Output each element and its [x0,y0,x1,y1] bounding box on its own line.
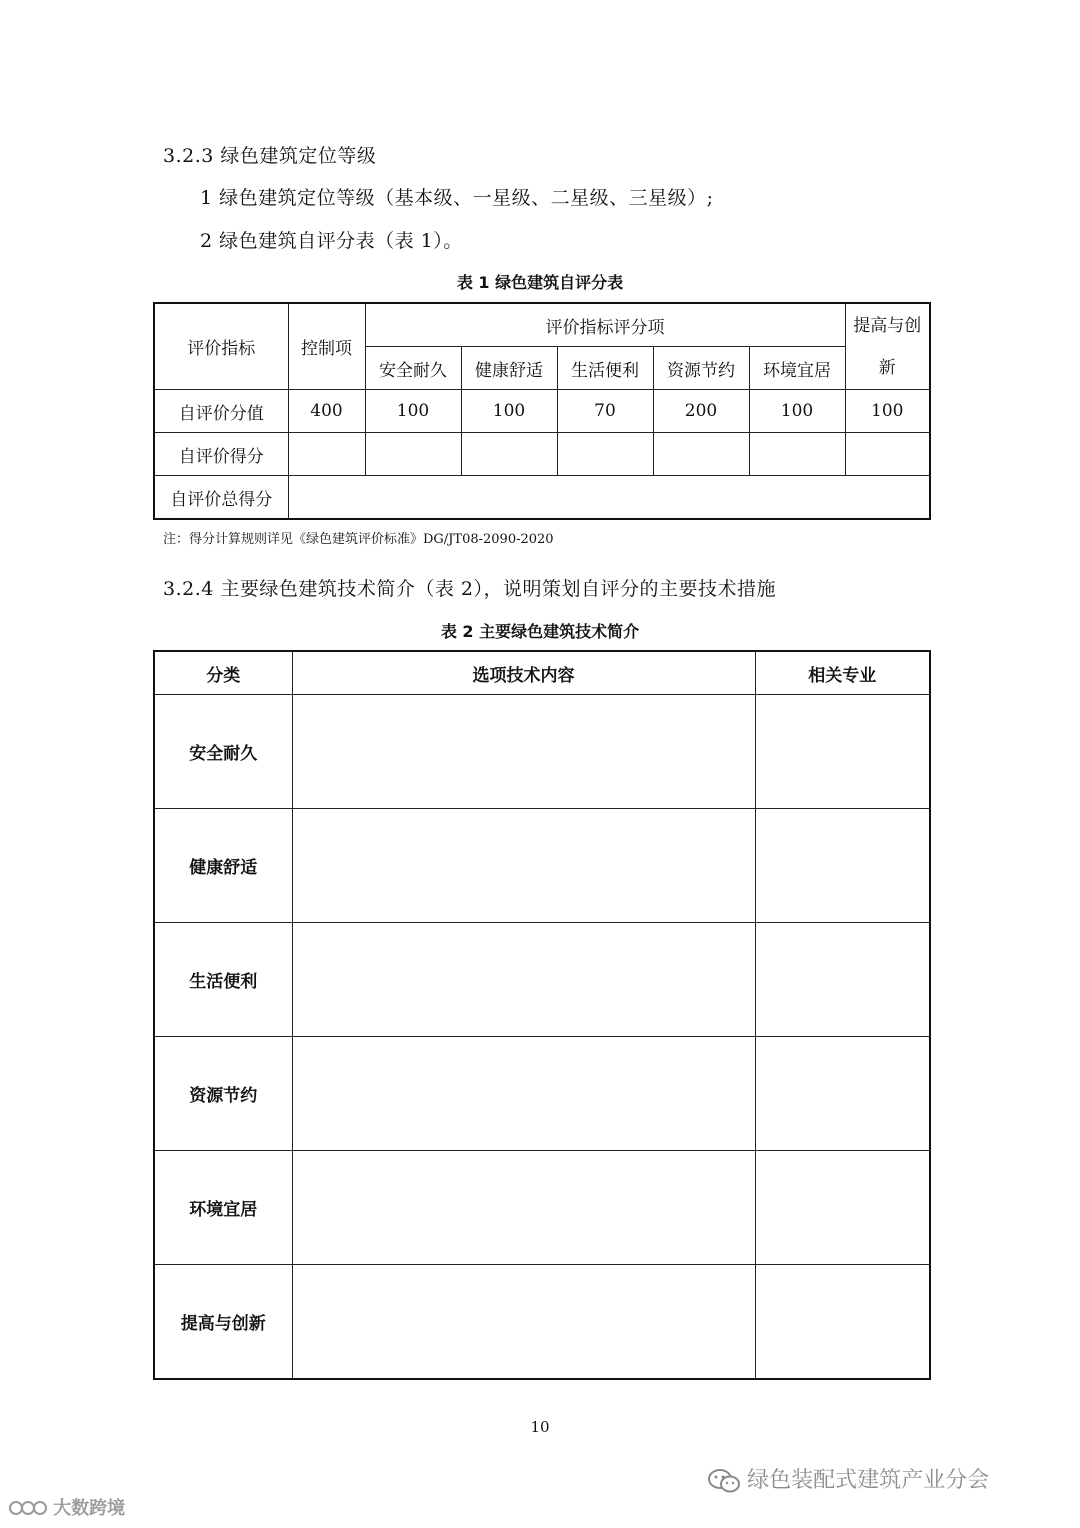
self-evaluation-table [153,302,931,520]
score-value-cell: 400 [288,390,365,433]
watermark-right [706,1463,989,1500]
watermark-left-text: 大数跨境 [53,1498,126,1519]
table-1-caption: 表 1 绿色建筑自评分表 [456,273,624,292]
related-specialty-cell[interactable] [755,1265,930,1380]
score-value-cell: 100 [461,390,557,433]
header-category: 分类 [154,651,292,695]
header-livable-environment: 环境宜居 [749,347,845,390]
header-health-comfort: 健康舒适 [461,347,557,390]
tech-content-cell[interactable] [292,1265,755,1380]
header-control-items: 控制项 [288,303,365,390]
category-resource-saving: 资源节约 [154,1037,292,1151]
row-label-score-value: 自评价分值 [154,390,288,433]
score-obtained-cell[interactable] [461,433,557,476]
category-livable-environment: 环境宜居 [154,1151,292,1265]
score-obtained-cell[interactable] [365,433,461,476]
watermark-left [8,1494,125,1523]
score-obtained-cell[interactable] [845,433,930,476]
wechat-icon [706,1466,742,1500]
tech-content-cell[interactable] [292,923,755,1037]
category-improvement-innovation: 提高与创新 [154,1265,292,1380]
row-label-score-obtained: 自评价得分 [154,433,288,476]
category-health-comfort: 健康舒适 [154,809,292,923]
green-tech-summary-table [153,650,931,1380]
section-3-2-3-heading: 3.2.3 绿色建筑定位等级 [163,145,377,167]
page-number: 10 [530,1418,550,1436]
section-3-2-4-heading: 3.2.4 主要绿色建筑技术简介（表 2），说明策划自评分的主要技术措施 [163,578,777,600]
header-improvement-innovation: 提高与创新 [845,303,930,390]
score-value-cell: 200 [653,390,749,433]
related-specialty-cell[interactable] [755,1151,930,1265]
score-obtained-cell[interactable] [653,433,749,476]
table-2-caption: 表 2 主要绿色建筑技术简介 [440,622,640,641]
header-related-specialty: 相关专业 [755,651,930,695]
score-value-cell: 100 [365,390,461,433]
category-safety-durability: 安全耐久 [154,695,292,809]
score-value-cell: 70 [557,390,653,433]
header-safety-durability: 安全耐久 [365,347,461,390]
score-obtained-cell[interactable] [749,433,845,476]
header-resource-saving: 资源节约 [653,347,749,390]
header-convenience: 生活便利 [557,347,653,390]
category-convenience: 生活便利 [154,923,292,1037]
related-specialty-cell[interactable] [755,695,930,809]
score-obtained-cell[interactable] [288,433,365,476]
score-obtained-cell[interactable] [557,433,653,476]
related-specialty-cell[interactable] [755,809,930,923]
tech-content-cell[interactable] [292,1151,755,1265]
table-1-note: 注：得分计算规则详见《绿色建筑评价标准》DG/JT08-2090-2020 [163,532,554,547]
header-scoring-items: 评价指标评分项 [365,303,845,347]
section-3-2-3-item-1: 1 绿色建筑定位等级（基本级、一星级、二星级、三星级）; [200,187,714,209]
header-tech-content: 选项技术内容 [292,651,755,695]
related-specialty-cell[interactable] [755,1037,930,1151]
brand-logo-icon [8,1497,48,1523]
tech-content-cell[interactable] [292,809,755,923]
tech-content-cell[interactable] [292,695,755,809]
header-evaluation-index: 评价指标 [154,303,288,390]
row-label-total-score: 自评价总得分 [154,476,288,520]
score-value-cell: 100 [845,390,930,433]
watermark-right-text: 绿色装配式建筑产业分会 [747,1468,990,1493]
total-score-cell[interactable] [288,476,930,520]
score-value-cell: 100 [749,390,845,433]
related-specialty-cell[interactable] [755,923,930,1037]
tech-content-cell[interactable] [292,1037,755,1151]
section-3-2-3-item-2: 2 绿色建筑自评分表（表 1）。 [200,230,463,252]
